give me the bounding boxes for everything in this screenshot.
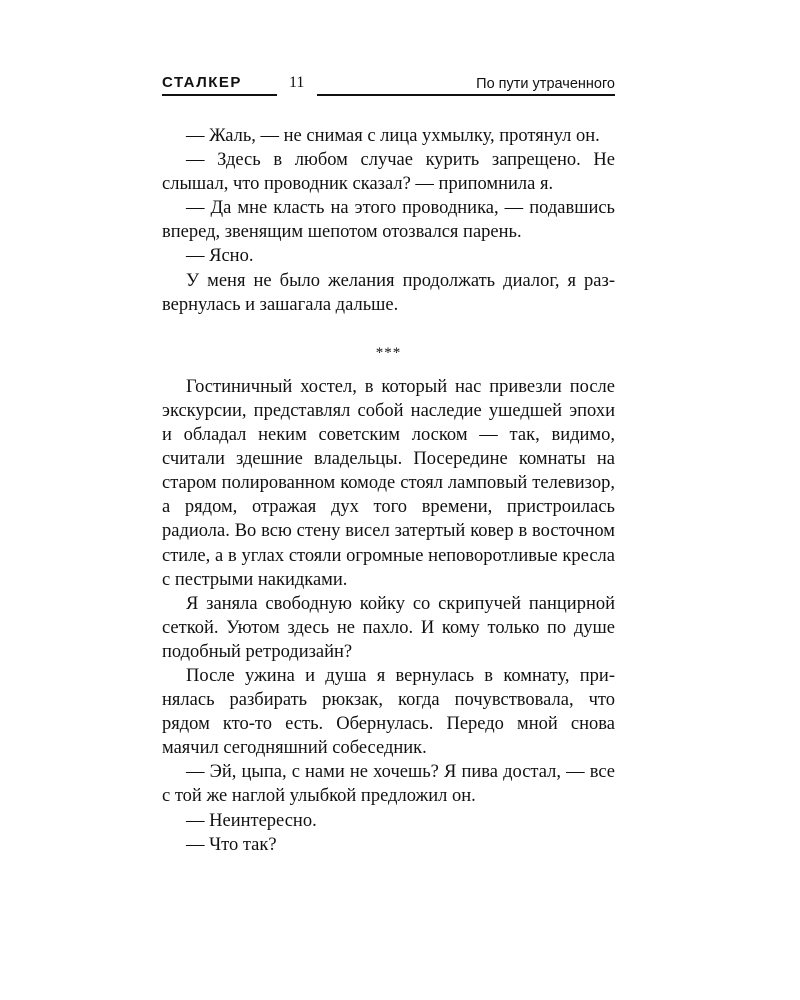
section-separator: *** <box>375 344 402 361</box>
paragraph: — Здесь в любом случае курить запрещено. Не слышал, что проводник сказал? — припомнила я. <box>162 150 615 195</box>
paragraph: — Ясно. <box>186 246 254 267</box>
paragraph: У меня не было желания продолжать диалог, я развернулась и зашагала дальше. <box>162 270 615 315</box>
page-number: 11 <box>289 74 305 91</box>
series-title: СТАЛКЕР <box>162 74 242 91</box>
paragraph: — Жаль, — не снимая с лица ухмылку, протянул он. <box>186 126 600 146</box>
paragraph: Гостиничный хостел, в который нас привезли после экскурсии, представлял собой наследие ушедшей эпохи и обладал неким советским лоском — так, видимо, считали здешние владельцы. Посередине комнаты на старом полированном комоде стоял ламповый телевизор, а рядом, отражая дух того времени, пристроилась радиола. Во всю стену висел затертый ковер в восточном стиле, а в углах стояли огромные неповоротливые кресла с пестрыми накидками. <box>162 376 615 590</box>
paragraph: Я заняла свободную койку со скрипучей панцирной сеткой. Уютом здесь не пахло. И кому только по душе подобный ретродизайн? <box>162 593 615 662</box>
header-rule-right <box>317 94 615 96</box>
body-text <box>162 124 615 857</box>
paragraph: После ужина и душа я вернулась в комнату, принялась разбирать рюкзак, когда почувствовала, что рядом кто-то есть. Обернулась. Передо мной снова маячил сегодняшний собеседник. <box>162 665 615 759</box>
page-header <box>162 74 615 98</box>
header-rule-left <box>162 94 277 96</box>
chapter-title: По пути утраченного <box>476 76 615 92</box>
paragraph: — Эй, цыпа, с нами не хочешь? Я пива достал, — все с той же наглой улыбкой предложил он. <box>162 762 615 807</box>
paragraph: — Что так? <box>186 834 277 855</box>
paragraph: — Да мне класть на этого проводника, — подавшись вперед, звенящим шепотом отозвался парень. <box>162 198 615 243</box>
paragraph: — Неинтересно. <box>186 810 317 831</box>
